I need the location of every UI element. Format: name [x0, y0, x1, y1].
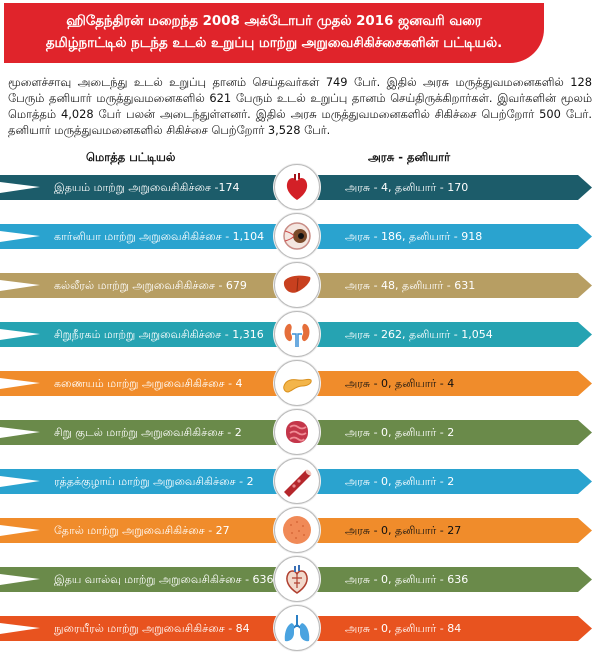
total-list-header: மொத்த பட்டியல்	[86, 150, 176, 164]
govt-private-header: அரசு - தனியார்	[368, 150, 451, 164]
title-line-2: தமிழ்நாட்டில் நடந்த உடல் உறுப்பு மாற்று அறுவைசிகிச்சைகளின் பட்டியல்.	[45, 36, 503, 51]
govt-private-label: அரசு - 186, தனியார் - 918	[345, 230, 483, 243]
total-label: தோல் மாற்று அறுவைசிகிச்சை - 27	[54, 524, 230, 537]
kidney-icon	[274, 311, 320, 357]
total-label: கல்லீரல் மாற்று அறுவைசிகிச்சை - 679	[54, 279, 247, 292]
list-item	[0, 603, 600, 653]
govt-private-label: அரசு - 0, தனியார் - 2	[345, 426, 455, 439]
total-label: சிறு குடல் மாற்று அறுவைசிகிச்சை - 2	[54, 426, 242, 439]
total-label: நுரையீரல் மாற்று அறுவைசிகிச்சை - 84	[54, 622, 250, 635]
govt-private-label: அரசு - 4, தனியார் - 170	[345, 181, 469, 194]
total-label: சிறுநீரகம் மாற்று அறுவைசிகிச்சை - 1,316	[54, 328, 264, 341]
list-item	[0, 309, 600, 359]
list-item	[0, 162, 600, 212]
govt-private-label: அரசு - 0, தனியார் - 4	[345, 377, 455, 390]
list-item	[0, 407, 600, 457]
govt-private-label: அரசு - 0, தனியார் - 2	[345, 475, 455, 488]
govt-private-label: அரசு - 48, தனியார் - 631	[345, 279, 476, 292]
total-label: கணையம் மாற்று அறுவைசிகிச்சை - 4	[54, 377, 243, 390]
title-banner	[4, 3, 544, 63]
heart-valve-icon	[274, 556, 320, 602]
list-item	[0, 456, 600, 506]
total-label: கார்னியா மாற்று அறுவைசிகிச்சை - 1,104	[54, 230, 265, 243]
title-line-1: ஹிதேந்திரன் மறைந்த 2008 அக்டோபர் முதல் 2016 ஜனவரி வரை	[66, 14, 482, 29]
heart-icon	[274, 164, 320, 210]
govt-private-label: அரசு - 0, தனியார் - 636	[345, 573, 469, 586]
intestine-icon	[274, 409, 320, 455]
list-item	[0, 211, 600, 261]
total-label: இதயம் மாற்று அறுவைசிகிச்சை -174	[54, 181, 240, 194]
liver-icon	[274, 262, 320, 308]
list-item	[0, 554, 600, 604]
blood-vessel-icon	[274, 458, 320, 504]
intro-paragraph: மூளைச்சாவு அடைந்து உடல் உறுப்பு தானம் செய்தவர்கள் 749 பேர். இதில் அரசு மருத்துவமனைகளில் 128 பேரும் தனியார் மருத்துவமனைகளில் 621 பேரும் உடல் உறுப்பு தானம் செய்திருக்கிறார்கள். இவர்களின் மூலம் மொத்தம் 4,028 பேர் பலன் அடைந்துள்ளனர். இதில் அரசு மருத்துவமனைகளில் சிகிச்சை பெற்றோர் 500 பேர். தனியார் மருத்துவமனைகளில் சிகிச்சை பெற்றோர் 3,528 பேர்.	[8, 75, 592, 137]
govt-private-label: அரசு - 0, தனியார் - 84	[345, 622, 462, 635]
lungs-icon	[274, 605, 320, 651]
total-label: ரத்தக்குழாய் மாற்று அறுவைசிகிச்சை - 2	[54, 475, 254, 488]
eye-icon	[274, 213, 320, 259]
pancreas-icon	[274, 360, 320, 406]
total-label: இதய வால்வு மாற்று அறுவைசிகிச்சை - 636	[54, 573, 274, 586]
govt-private-label: அரசு - 0, தனியார் - 27	[345, 524, 462, 537]
list-item	[0, 260, 600, 310]
list-item	[0, 358, 600, 408]
skin-icon	[274, 507, 320, 553]
list-item	[0, 505, 600, 555]
govt-private-label: அரசு - 262, தனியார் - 1,054	[345, 328, 493, 341]
